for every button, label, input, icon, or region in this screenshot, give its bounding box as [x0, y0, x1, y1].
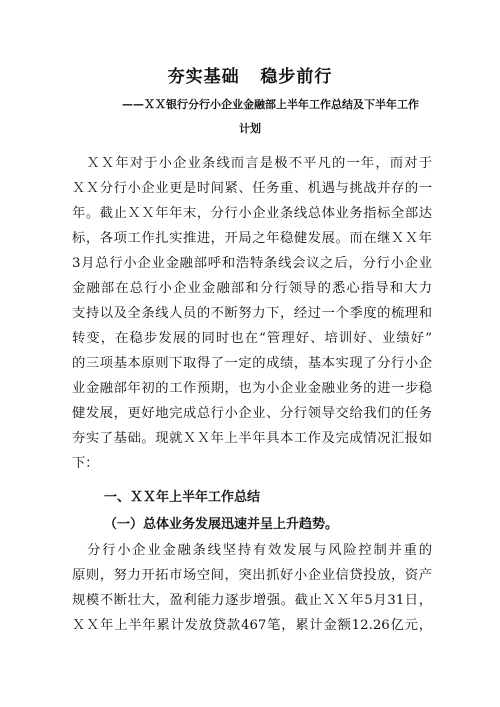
paragraph-line: ＸＸ年上半年累计发放贷款467笔，累计金额12.26亿元， [72, 618, 432, 633]
paragraph-line: 业金融部年初的工作预期，也为小企业金融业务的进一步稳 [72, 381, 432, 396]
paragraph-line: 标，各项工作扎实推进，开局之年稳健发展。而在继ＸＸ年 [72, 231, 432, 246]
paragraph-line: 下： [72, 456, 99, 471]
paragraph-line: 规模不断壮大，盈利能力逐步增强。截止ＸＸ年5月31日， [72, 593, 432, 608]
paragraph-line: 夯实了基础。现就ＸＸ年上半年具本工作及完成情况汇报如 [72, 431, 432, 446]
paragraph-line: 健发展，更好地完成总行小企业、分行领导交给我们的任务 [72, 406, 432, 421]
paragraph-line: 金融部在总行小企业金融部和分行领导的悉心指导和大力 [72, 281, 432, 296]
document-subtitle-line2: 计划 [239, 122, 261, 135]
document-subtitle-line1: ——ＸＸ银行分行小企业金融部上半年工作总结及下半年工作 [122, 98, 419, 111]
paragraph-line: 支持以及全条线人员的不断努力下，经过一个季度的梳理和 [72, 306, 432, 321]
document-title: 夯实基础 稳步前行 [167, 67, 333, 87]
paragraph-line: 3月总行小企业金融部呼和浩特条线会议之后，分行小企业 [72, 256, 432, 271]
section-heading: 一、ＸＸ年上半年工作总结 [104, 490, 261, 505]
paragraph-line: ＸＸ分行小企业更是时间紧、任务重、机遇与挑战并存的一 [72, 181, 432, 196]
paragraph-line: 年。截止ＸＸ年年末，分行小企业条线总体业务指标全部达 [72, 206, 432, 221]
paragraph-line: 分行小企业金融条线坚持有效发展与风险控制并重的 [72, 543, 432, 558]
subsection-heading: （一）总体业务发展迅速并呈上升趋势。 [104, 517, 339, 532]
paragraph-line: 转变，在稳步发展的同时也在“管理好、培训好、业绩好” [72, 331, 432, 346]
paragraph-line: 原则，努力开拓市场空间，突出抓好小企业信贷投放，资产 [72, 568, 432, 583]
paragraph-line: 的三项基本原则下取得了一定的成绩，基本实现了分行小企 [72, 356, 432, 371]
paragraph-line: ＸＸ年对于小企业条线而言是极不平凡的一年，而对于 [72, 156, 432, 171]
